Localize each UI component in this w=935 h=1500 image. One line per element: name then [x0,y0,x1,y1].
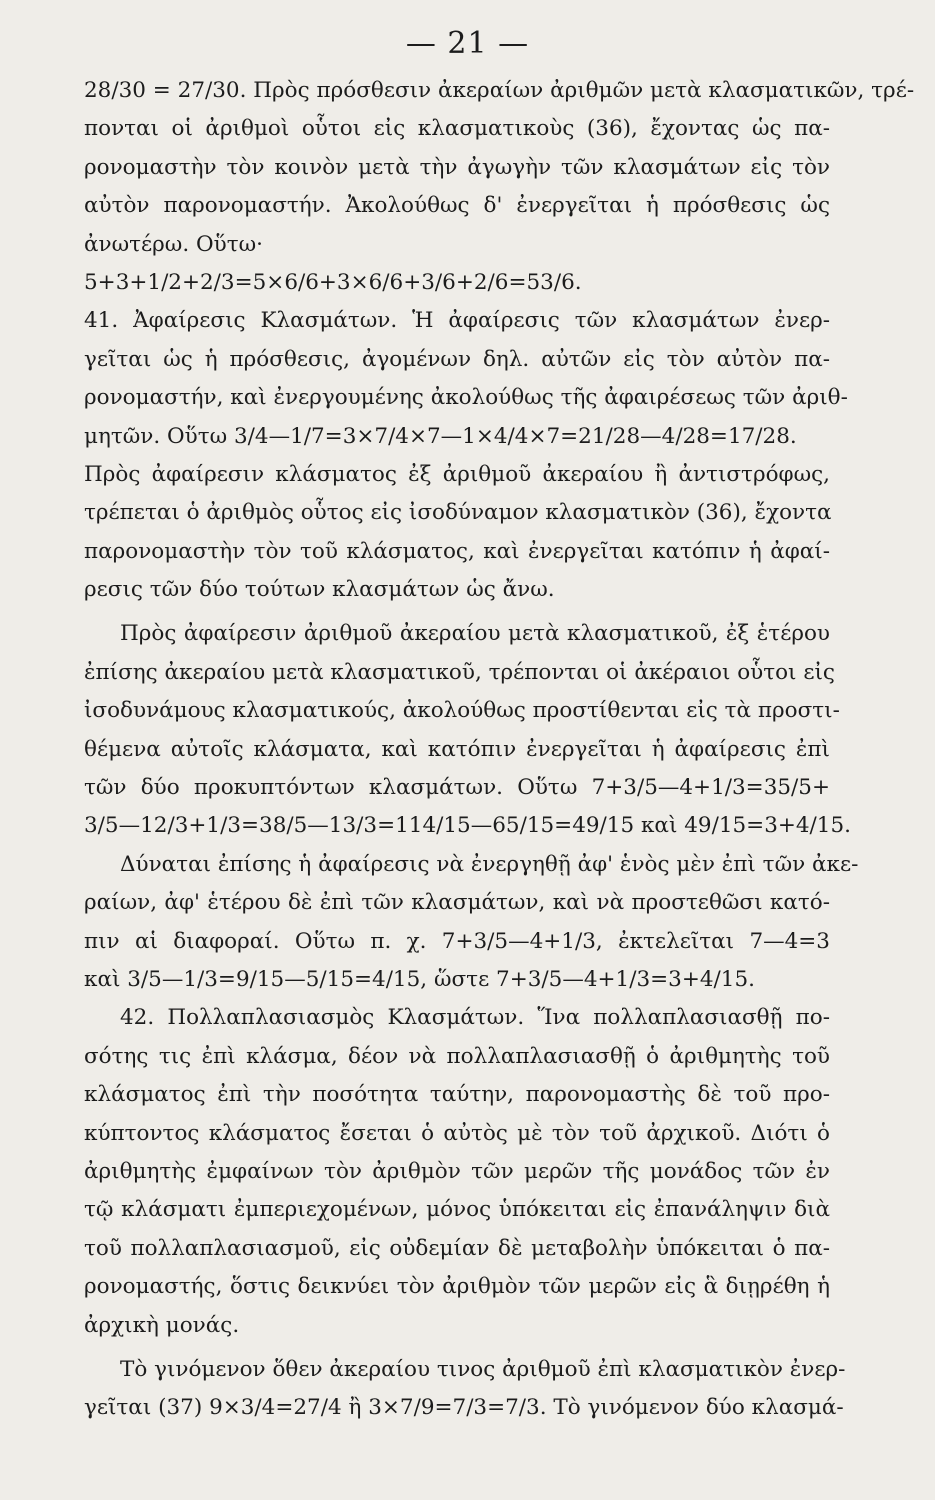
text-line: ρονομαστήν, καὶ ἐνεργουμένης ἀκολούθως τῆς ἀφαιρέσεως τῶν ἀριθ- [84,385,848,411]
text-line: Πρὸς ἀφαίρεσιν ἀριθμοῦ ἀκεραίου μετὰ κλασματικοῦ, ἐξ ἑτέρου [120,621,830,647]
equation-line: μητῶν. Οὕτω 3/4—1/7=3×7/4×7—1×4/4×7=21/28—4/28=17/28. [84,423,797,449]
text-line: θέμενα αὐτοῖς κλάσματα, καὶ κατόπιν ἐνεργεῖται ἡ ἀφαίρεσις ἐπὶ [84,736,830,762]
text-line: 28/30 = 27/30. Πρὸς πρόσθεσιν ἀκεραίων ἀριθμῶν μετὰ κλασματικῶν, τρέ- [84,78,915,103]
text-line: κύπτοντος κλάσματος ἔσεται ὁ αὐτὸς μὲ τὸν τοῦ ἀρχικοῦ. Διότι ὁ [84,1120,830,1146]
text-line: τῷ κλάσματι ἐμπεριεχομένων, μόνος ὑπόκειται εἰς ἐπανάληψιν διὰ [84,1197,830,1223]
equation-line: καὶ 3/5—1/3=9/15—5/15=4/15, ὥστε 7+3/5—4+1/3=3+4/15. [84,966,755,992]
text-line: ἀνωτέρω. Οὕτω· [84,231,263,257]
text-line: πονται οἱ ἀριθμοὶ οὗτοι εἰς κλασματικοὺς (36), ἔχοντας ὡς πα- [84,116,830,142]
text-line: ραίων, ἀφ' ἑτέρου δὲ ἐπὶ τῶν κλασμάτων, καὶ νὰ προστεθῶσι κατό- [84,890,830,916]
text-line: αὐτὸν παρονομαστήν. Ἀκολούθως δ' ἐνεργεῖται ἡ πρόσθεσις ὡς [84,193,830,219]
text-line: τῶν δύο προκυπτόντων κλασμάτων. Οὕτω 7+3/5—4+1/3=35/5+ [84,775,830,801]
text-line: γεῖται (37) 9×3/4=27/4 ἢ 3×7/9=7/3=7/3. Τὸ γινόμενον δύο κλασμά- [84,1395,844,1421]
text-line: Πρὸς ἀφαίρεσιν κλάσματος ἐξ ἀριθμοῦ ἀκεραίου ἢ ἀντιστρόφως, [84,461,830,487]
body-text [84,72,915,1428]
text-line: τοῦ πολλαπλασιασμοῦ, εἰς οὐδεμίαν δὲ μεταβολὴν ὑπόκειται ὁ πα- [84,1235,830,1261]
text-line: πιν αἱ διαφοραί. Οὕτω π. χ. 7+3/5—4+1/3, ἐκτελεῖται 7—4=3 [84,928,830,954]
text-line: ἐπίσης ἀκεραίου μετὰ κλασματικοῦ, τρέπονται οἱ ἀκέραιοι οὗτοι εἰς [84,659,835,685]
section-heading-line: 42. Πολλαπλασιασμὸς Κλασμάτων. Ἵνα πολλαπλασιασθῇ πο- [120,1005,830,1031]
text-line: ἀριθμητὴς ἐμφαίνων τὸν ἀριθμὸν τῶν μερῶν τῆς μονάδος τῶν ἐν [84,1158,830,1184]
text-line: σότης τις ἐπὶ κλάσμα, δέον νὰ πολλαπλασιασθῇ ὁ ἀριθμητὴς τοῦ [84,1043,830,1069]
text-line: ἰσοδυνάμους κλασματικούς, ἀκολούθως προστίθενται εἰς τὰ προστι- [84,698,840,724]
text-line: Τὸ γινόμενον ὅθεν ἀκεραίου τινος ἀριθμοῦ ἐπὶ κλασματικὸν ἐνερ- [120,1356,846,1382]
text-line: γεῖται ὡς ἡ πρόσθεσις, ἀγομένων δηλ. αὐτῶν εἰς τὸν αὐτὸν πα- [84,346,830,372]
text-line: Δύναται ἐπίσης ἡ ἀφαίρεσις νὰ ἐνεργηθῇ ἀφ' ἑνὸς μὲν ἐπὶ τῶν ἀκε- [120,851,859,877]
equation-line: 3/5—12/3+1/3=38/5—13/3=114/15—65/15=49/15 καὶ 49/15=3+4/15. [84,813,851,839]
equation-line: 5+3+1/2+2/3=5×6/6+3×6/6+3/6+2/6=53/6. [84,269,582,295]
text-line: κλάσματος ἐπὶ τὴν ποσότητα ταύτην, παρονομαστὴς δὲ τοῦ προ- [84,1082,830,1108]
text-line: τρέπεται ὁ ἀριθμὸς οὗτος εἰς ἰσοδύναμον κλασματικὸν (36), ἔχοντα [84,500,832,526]
text-line: ρεσις τῶν δύο τούτων κλασμάτων ὡς ἄνω. [84,577,555,603]
text-line: παρονομαστὴν τὸν τοῦ κλάσματος, καὶ ἐνεργεῖται κατόπιν ἡ ἀφαί- [84,538,830,564]
page-number: — 21 — [405,26,530,61]
section-heading-line: 41. Ἀφαίρεσις Κλασμάτων. Ἡ ἀφαίρεσις τῶν κλασμάτων ἐνερ- [84,308,830,334]
text-line: ἀρχικὴ μονάς. [84,1312,240,1338]
text-line: ρονομαστής, ὅστις δεικνύει τὸν ἀριθμὸν τῶν μερῶν εἰς ἃ διῃρέθη ἡ [84,1274,830,1300]
text-line: ρονομαστὴν τὸν κοινὸν μετὰ τὴν ἀγωγὴν τῶν κλασμάτων εἰς τὸν [84,154,830,180]
